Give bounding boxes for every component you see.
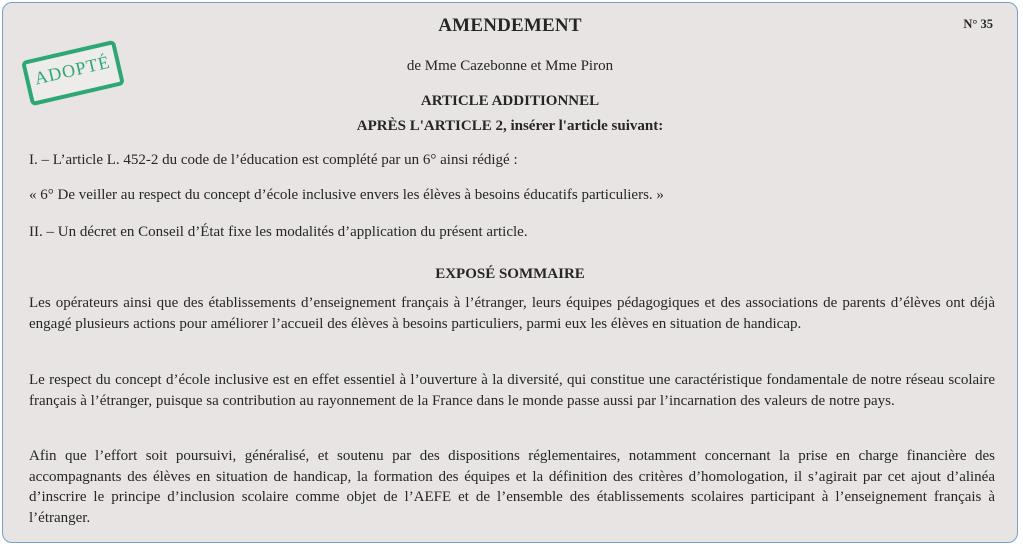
amendment-paragraph-2: « 6° De veiller au respect du concept d’école inclusive envers les élèves à besoins éducatifs particuliers. »	[29, 187, 664, 203]
expose-paragraph-3: Afin que l’effort soit poursuivi, généralisé, et soutenu par des dispositions réglementaires, notamment concernant la prise en charge financière des accompagnants des élèves en situation de handicap, la formation des équipes et la définition des critères d’homologation, il s’agirait par cet ajout d’alinéa d’inscrire le principe d’inclusion scolaire comme objet de l’AEFE et de l’ensemble des établissements scolaires participant à l’enseignement français à l’étranger.	[29, 448, 995, 526]
document-title: AMENDEMENT	[438, 15, 582, 36]
amendment-document	[2, 2, 1018, 543]
amendment-paragraph-1: I. – L’article L. 452‑2 du code de l’éducation est complété par un 6° ainsi rédigé :	[29, 152, 518, 168]
amendment-paragraph-3: II. – Un décret en Conseil d’État fixe les modalités d’application du présent article.	[29, 224, 528, 240]
article-position: APRÈS L'ARTICLE 2, insérer l'article suivant:	[356, 118, 664, 134]
expose-heading: EXPOSÉ SOMMAIRE	[435, 266, 585, 282]
stamp-label: ADOPTÉ	[32, 51, 113, 89]
expose-paragraph-2: Le respect du concept d’école inclusive est en effet essentiel à l’ouverture à la diversité, qui constitue une caractéristique fondamentale de notre réseau scolaire français à l’étranger, puisque sa contribution au rayonnement de la France dans le monde passe aussi par l’incarnation des valeurs de notre pays.	[29, 372, 995, 409]
article-heading: ARTICLE ADDITIONNEL	[420, 93, 600, 109]
amendment-number: N° 35	[963, 17, 993, 31]
authors-line: de Mme Cazebonne et Mme Piron	[406, 58, 614, 74]
expose-paragraph-1: Les opérateurs ainsi que des établissements d’enseignement français à l’étranger, leurs équipes pédagogiques et des associations de parents d’élèves ont déjà engagé plusieurs actions pour améliorer l’accueil des élèves à besoins particuliers, parmi eux les élèves en situation de handicap.	[29, 295, 995, 332]
